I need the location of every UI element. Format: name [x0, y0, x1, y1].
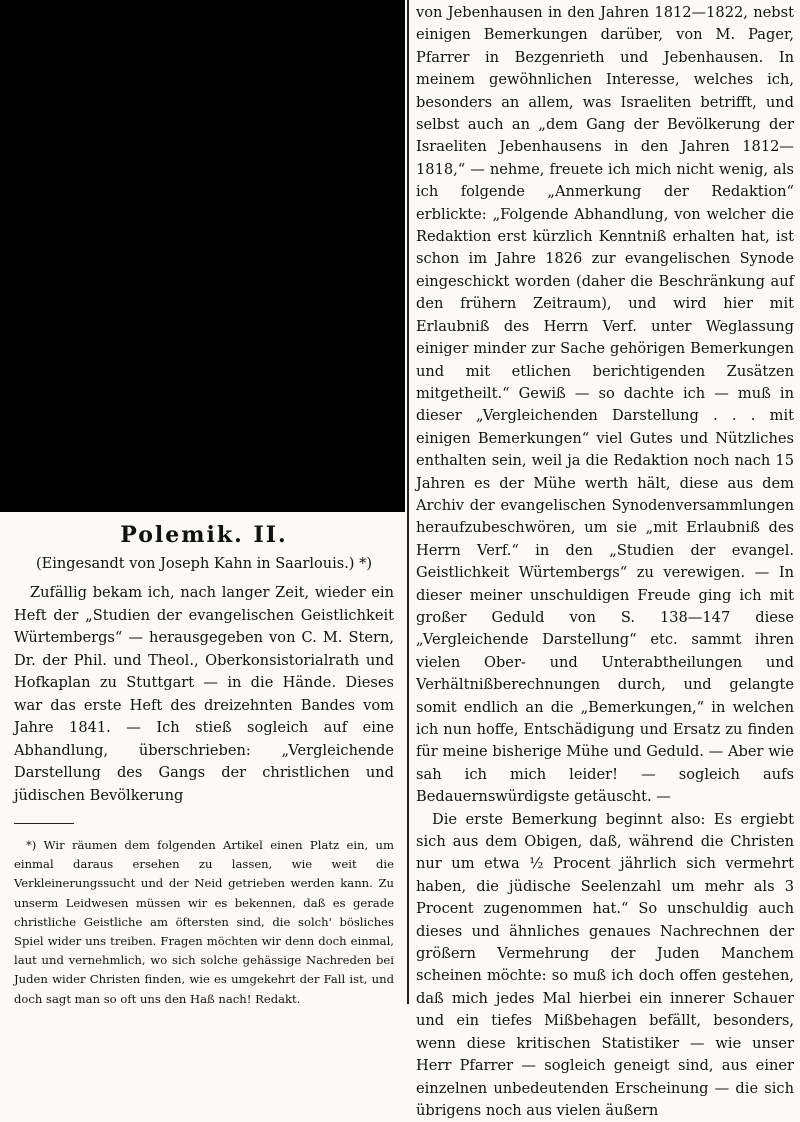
article-title: Polemik. II. [120, 522, 288, 548]
body-paragraph-continued: von Jebenhausen in den Jahren 1812—1822, nebst einigen Bemerkungen darüber, von M. Pager, Pfarrer in Bezgenrieth und Jebenhausen. In meinem gewöhnlichen Interesse, welches ich, besonders an allem, was Israeliten betrifft, und selbst auch an „dem Gang der Bevölkerung der Israeliten Jebenhausens in den Jahren 1812—1818,“ — nehme, freuete ich mich nicht wenig, als ich folgende „Anmerkung der Redaktion“ erblickte: „Folgende Abhandlung, von welcher die Redaktion erst kürzlich Kenntniß erhalten hat, ist schon im Jahre 1826 zur evangelischen Synode eingeschickt worden (daher die Beschränkung auf den frühern Zeitraum), und wird hier mit Erlaubniß des Herrn Verf. unter Weglassung einiger minder zur Sache gehörigen Bemerkungen und mit etlichen berichtigenden Zusätzen mitgetheilt.“ Gewiß — so dachte ich — muß in dieser „Vergleichenden Darstellung . . . mit einigen Bemerkungen“ viel Gutes und Nützliches enthalten sein, weil ja die Redaktion noch nach 15 Jahren es der Mühe werth hält, diese aus dem Archiv der evangelischen Synodenversammlungen heraufzubeschwören, um sie „mit Erlaubniß des Herrn Verf.“ in den „Studien der evangel. Geistlichkeit Würtembergs“ zu verewigen. — In dieser meiner unschuldigen Freude ging ich mit großer Geduld von S. 138—147 diese „Vergleichende Darstellung“ etc. sammt ihren vielen Ober- und Unterabtheilungen und Verhältnißberechnungen durch, und gelangte somit endlich an die „Bemerkungen,“ in welchen ich nun hoffe, Entschädigung und Ersatz zu finden für meine bisherige Mühe und Geduld. — Aber wie sah ich mich leider! — sogleich aufs Bedauernswürdigste getäuscht. — [416, 4, 794, 806]
article-byline: (Eingesandt von Joseph Kahn in Saarlouis.) *) [36, 556, 372, 572]
footnote-rule [14, 823, 74, 824]
left-column [14, 518, 394, 1009]
column-divider [407, 0, 409, 1004]
left-body [14, 582, 394, 807]
footnote-text: *) Wir räumen dem folgenden Artikel einen Platz ein, um einmal daraus ersehen zu lassen, wie weit die Verkleinerungssucht und der Neid getrieben werden kann. Zu unserm Leidwesen müssen wir es bekennen, daß es gerade christliche Geistliche am öftersten sind, die solch' bösliches Spiel wider uns treiben. Fragen möchten wir denn doch einmal, laut und vernehmlich, wo sich solche gehässige Nachreden bei Juden wider Christen finden, wie es umgekehrt der Fall ist, und doch sagt man so oft uns den Haß nach! Redakt. [14, 838, 394, 1006]
right-column [416, 2, 794, 1122]
body-paragraph: Zufällig bekam ich, nach langer Zeit, wieder ein Heft der „Studien der evangelischen Geistlichkeit Würtembergs“ — herausgegeben von C. M. Stern, Dr. der Phil. und Theol., Oberkonsistorialrath und Hofkaplan zu Stuttgart — in die Hände. Dieses war das erste Heft des dreizehnten Bandes vom Jahre 1841. — Ich stieß sogleich auf eine Abhandlung, überschrieben: „Vergleichende Darstellung des Gangs der christlichen und jüdischen Bevölkerung [14, 584, 394, 804]
redacted-black-block [0, 0, 405, 512]
body-paragraph-second: Die erste Bemerkung beginnt also: Es ergiebt sich aus dem Obigen, daß, während die Christen nur um etwa ½ Procent jährlich sich vermehrt haben, die jüdische Seelenzahl um mehr als 3 Procent zugenommen hat.“ So unschuldig auch dieses und ähnliches genaues Nachrechnen der größern Vermehrung der Juden Manchem scheinen möchte: so muß ich doch offen gestehen, daß mich jedes Mal hierbei ein innerer Schauer und ein tiefes Mißbehagen befällt, besonders, wenn diese kritischen Statistiker — wie unser Herr Pfarrer — sogleich geneigt sind, aus einer einzelnen unbedeutenden Erscheinung — die sich übrigens noch aus vielen äußern [416, 810, 794, 1119]
footnote [14, 836, 394, 1009]
